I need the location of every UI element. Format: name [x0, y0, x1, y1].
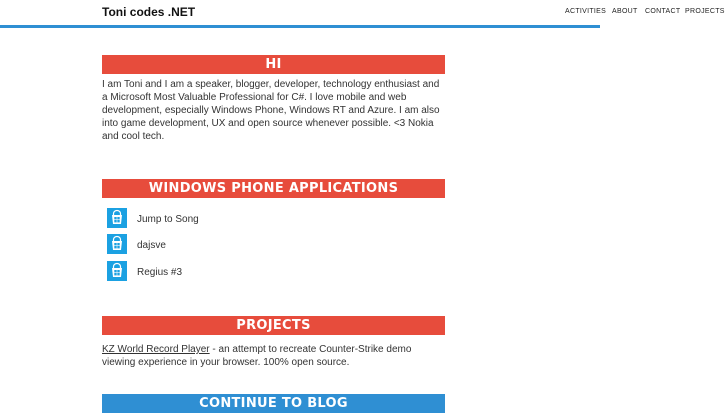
- main-content: [102, 55, 445, 413]
- app-list: [102, 198, 445, 293]
- continue-to-blog-button[interactable]: CONTINUE TO BLOG: [102, 394, 445, 413]
- section-wp-title: WINDOWS PHONE APPLICATIONS: [102, 179, 445, 198]
- site-brand[interactable]: Toni codes .NET: [102, 5, 196, 19]
- app-name[interactable]: Jump to Song: [137, 214, 199, 225]
- nav-about[interactable]: ABOUT: [612, 8, 638, 15]
- nav-contact[interactable]: CONTACT: [645, 8, 681, 15]
- app-name[interactable]: dajsve: [137, 240, 166, 251]
- nav-activities[interactable]: ACTIVITIES: [565, 8, 607, 15]
- windows-store-icon: [107, 234, 127, 254]
- project-text: - an attempt to recreate Counter-Strike demo viewing experience in your browser. 100% open source.: [102, 344, 412, 368]
- nav-projects[interactable]: PROJECTS: [685, 8, 725, 15]
- about-text: I am Toni and I am a speaker, blogger, developer, technology enthusiast and a Microsoft Most Valuable Professional for C#. I love mobile and web development, especially Windows Phone, Windows RT and Azure. I am also into game development, UX and open source whenever possible. <3 Nokia and cool tech.: [102, 79, 440, 142]
- app-name[interactable]: Regius #3: [137, 267, 183, 278]
- project-link[interactable]: KZ World Record Player: [102, 344, 210, 355]
- top-navbar: [0, 0, 725, 28]
- section-projects-title: PROJECTS: [102, 316, 445, 335]
- windows-store-icon: [107, 208, 127, 228]
- section-hi-title: HI: [102, 55, 445, 74]
- windows-store-icon: [107, 261, 127, 281]
- project-description: [102, 343, 445, 369]
